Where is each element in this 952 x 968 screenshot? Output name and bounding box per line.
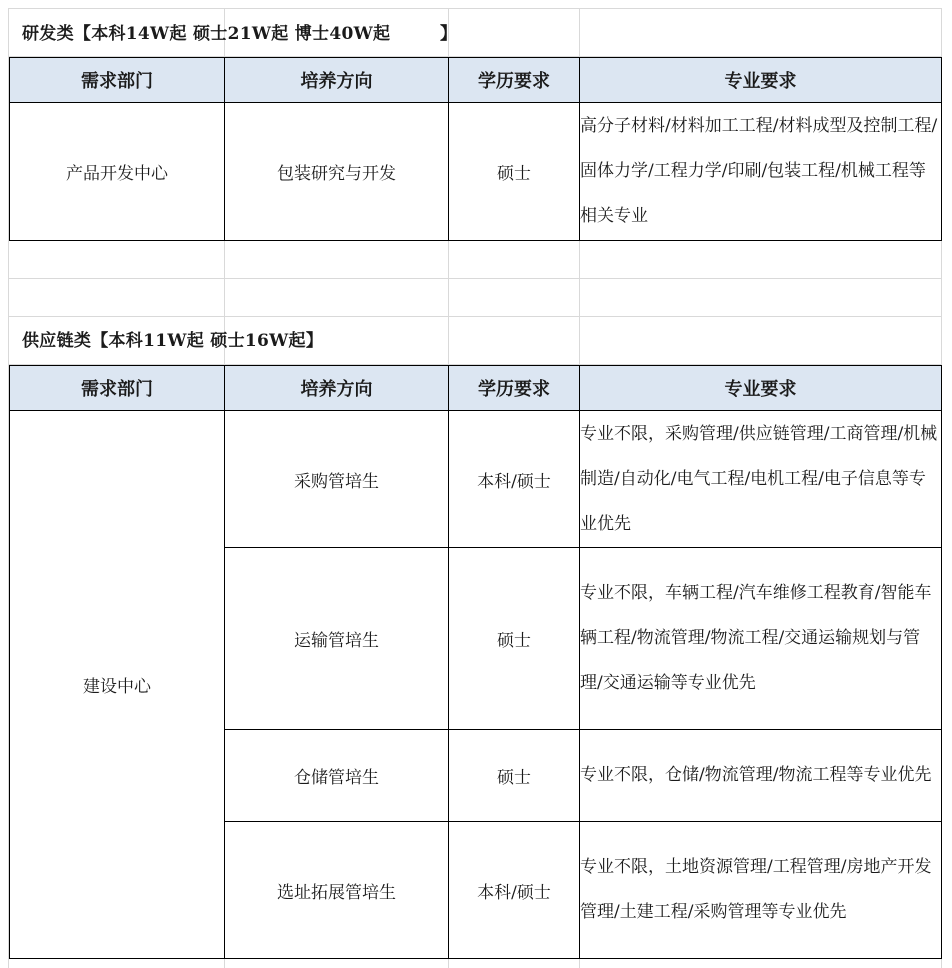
- direction-cell[interactable]: 仓储管培生: [225, 730, 449, 822]
- degree-cell[interactable]: 本科/硕士: [449, 411, 580, 548]
- table-header-row: [10, 366, 942, 411]
- major-cell[interactable]: 专业不限，采购管理/供应链管理/工商管理/机械制造/自动化/电气工程/电机工程/电子信息等专业优先: [580, 411, 942, 548]
- gridline: [8, 316, 942, 317]
- table-row: [10, 103, 942, 241]
- major-cell[interactable]: 专业不限，土地资源管理/工程管理/房地产开发管理/土建工程/采购管理等专业优先: [580, 822, 942, 959]
- header-direction: 培养方向: [225, 58, 449, 103]
- section-title-supply-chain: 供应链类【本科11W起 硕士16W起】: [22, 331, 324, 351]
- header-degree: 学历要求: [449, 366, 580, 411]
- degree-cell[interactable]: 硕士: [449, 730, 580, 822]
- department-cell[interactable]: 产品开发中心: [10, 103, 225, 241]
- rnd-table: [9, 57, 942, 241]
- header-major: 专业要求: [580, 366, 942, 411]
- direction-cell[interactable]: 选址拓展管培生: [225, 822, 449, 959]
- header-direction: 培养方向: [225, 366, 449, 411]
- gridline: [8, 278, 942, 279]
- degree-cell[interactable]: 硕士: [449, 103, 580, 241]
- header-department: 需求部门: [10, 366, 225, 411]
- degree-cell[interactable]: 本科/硕士: [449, 822, 580, 959]
- header-department: 需求部门: [10, 58, 225, 103]
- table-header-row: [10, 58, 942, 103]
- major-cell[interactable]: 专业不限，仓储/物流管理/物流工程等专业优先: [580, 730, 942, 822]
- section-title-rnd: 研发类【本科14W起 硕士21W起 博士40W起 】: [22, 24, 458, 44]
- supply-chain-table: [9, 365, 942, 959]
- major-cell[interactable]: 专业不限，车辆工程/汽车维修工程教育/智能车辆工程/物流管理/物流工程/交通运输规划与管理/交通运输等专业优先: [580, 548, 942, 730]
- header-degree: 学历要求: [449, 58, 580, 103]
- department-cell[interactable]: 建设中心: [10, 411, 225, 959]
- header-major: 专业要求: [580, 58, 942, 103]
- direction-cell[interactable]: 包装研究与开发: [225, 103, 449, 241]
- gridline: [8, 8, 942, 9]
- table-row: [10, 411, 942, 548]
- direction-cell[interactable]: 运输管培生: [225, 548, 449, 730]
- degree-cell[interactable]: 硕士: [449, 548, 580, 730]
- direction-cell[interactable]: 采购管培生: [225, 411, 449, 548]
- major-cell[interactable]: 高分子材料/材料加工工程/材料成型及控制工程/固体力学/工程力学/印刷/包装工程/机械工程等相关专业: [580, 103, 942, 241]
